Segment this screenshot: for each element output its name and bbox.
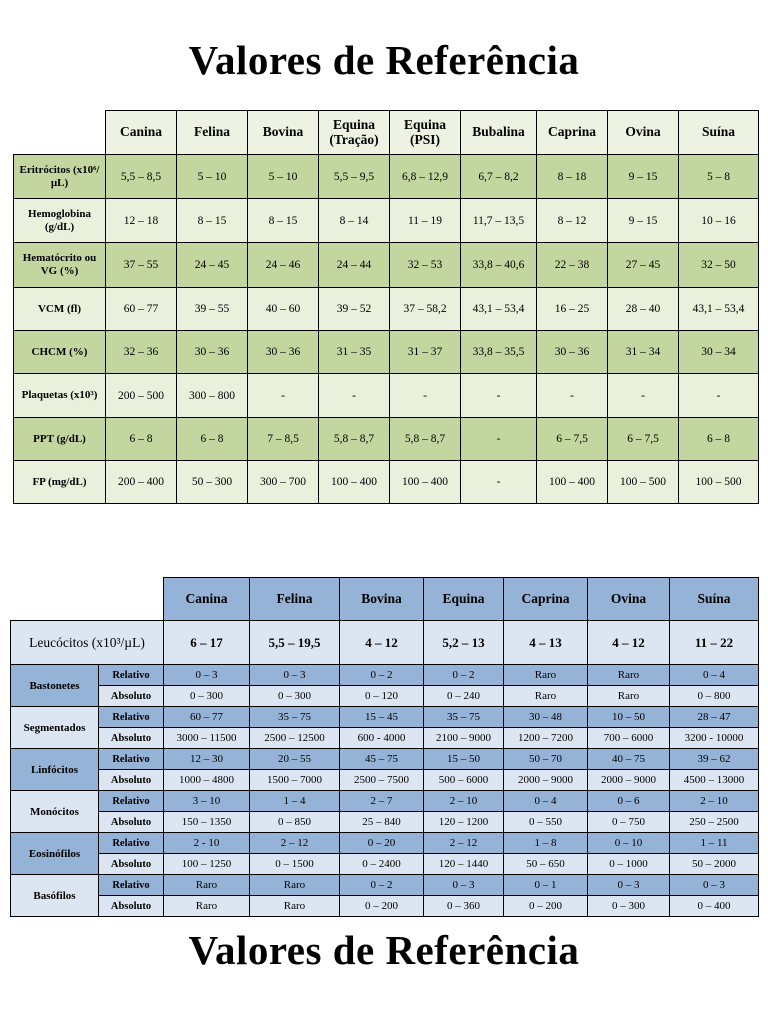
table-cell: 5,5 – 19,5: [250, 621, 340, 665]
table-cell: 24 – 44: [319, 243, 390, 288]
table-cell: 45 – 75: [340, 749, 424, 770]
table-cell: 250 – 2500: [670, 812, 759, 833]
table-cell: 100 – 400: [319, 461, 390, 504]
table-cell: 35 – 75: [250, 707, 340, 728]
table-cell: 2000 – 9000: [504, 770, 588, 791]
table-cell: 5 – 8: [679, 155, 759, 199]
table-cell: 6 – 8: [106, 418, 177, 461]
table-cell: 24 – 45: [177, 243, 248, 288]
table-cell: 0 – 120: [340, 686, 424, 707]
group-label: Linfócitos: [11, 749, 99, 791]
table-cell: 2 – 12: [424, 833, 504, 854]
table-cell: 0 – 800: [670, 686, 759, 707]
table-cell: 10 – 50: [588, 707, 670, 728]
table-cell: 1000 – 4800: [164, 770, 250, 791]
table-cell: 25 – 840: [340, 812, 424, 833]
table-cell: 8 – 18: [537, 155, 608, 199]
table-cell: 31 – 37: [390, 331, 461, 374]
table-cell: 0 – 550: [504, 812, 588, 833]
table-cell: 0 – 2: [340, 875, 424, 896]
table-cell: 0 – 300: [250, 686, 340, 707]
table-cell: 60 – 77: [164, 707, 250, 728]
table-cell: 4500 – 13000: [670, 770, 759, 791]
table-cell: 300 – 700: [248, 461, 319, 504]
column-header: Suína: [679, 111, 759, 155]
table-cell: 7 – 8,5: [248, 418, 319, 461]
table-cell: 0 – 3: [670, 875, 759, 896]
group-label: Basófilos: [11, 875, 99, 917]
table-cell: 3000 – 11500: [164, 728, 250, 749]
table-cell: 40 – 75: [588, 749, 670, 770]
table-cell: 5,8 – 8,7: [390, 418, 461, 461]
group-label: Eosinófilos: [11, 833, 99, 875]
table-row: [11, 791, 759, 812]
table-cell: 9 – 15: [608, 199, 679, 243]
row-label: CHCM (%): [14, 331, 106, 374]
table-row: [14, 243, 759, 288]
table-cell: 0 – 1: [504, 875, 588, 896]
table-cell: 5 – 10: [248, 155, 319, 199]
table-cell: 0 – 360: [424, 896, 504, 917]
table-cell: 50 – 2000: [670, 854, 759, 875]
column-header: Equina (Tração): [319, 111, 390, 155]
table-cell: 200 – 400: [106, 461, 177, 504]
row-label: Eritrócitos (x10⁶/µL): [14, 155, 106, 199]
table-cell: 6 – 8: [177, 418, 248, 461]
table-cell: 0 – 10: [588, 833, 670, 854]
table-row: [14, 331, 759, 374]
sub-label-relativo: Relativo: [99, 875, 164, 896]
table-cell: 0 – 3: [164, 665, 250, 686]
table-cell: 6 – 7,5: [537, 418, 608, 461]
table-cell: 500 – 6000: [424, 770, 504, 791]
table-row: [11, 749, 759, 770]
table-cell: 1200 – 7200: [504, 728, 588, 749]
table-cell: 0 – 200: [340, 896, 424, 917]
row-label: Plaquetas (x10³): [14, 374, 106, 418]
table-cell: 2 – 12: [250, 833, 340, 854]
table-cell: 2 – 10: [670, 791, 759, 812]
table-cell: 9 – 15: [608, 155, 679, 199]
column-header: Ovina: [608, 111, 679, 155]
table-row: [11, 728, 759, 749]
table-cell: 0 – 4: [504, 791, 588, 812]
table-cell: Raro: [588, 686, 670, 707]
column-header: Suína: [670, 578, 759, 621]
column-header: Bovina: [248, 111, 319, 155]
table-cell: 100 – 1250: [164, 854, 250, 875]
table-cell: 0 – 4: [670, 665, 759, 686]
table-cell: 28 – 40: [608, 288, 679, 331]
group-label: Monócitos: [11, 791, 99, 833]
table-cell: -: [679, 374, 759, 418]
table-cell: 8 – 15: [248, 199, 319, 243]
table-header-row: [11, 578, 759, 621]
sub-label-relativo: Relativo: [99, 749, 164, 770]
table-corner: [11, 578, 164, 621]
table-cell: 0 – 20: [340, 833, 424, 854]
page-title-bottom: Valores de Referência: [188, 927, 580, 973]
table-cell: 50 – 300: [177, 461, 248, 504]
table-cell: 600 - 4000: [340, 728, 424, 749]
table-row: [11, 896, 759, 917]
table-cell: 0 – 1000: [588, 854, 670, 875]
table-cell: 0 – 2: [340, 665, 424, 686]
table-cell: 100 – 500: [679, 461, 759, 504]
sub-label-relativo: Relativo: [99, 791, 164, 812]
table-row: [11, 854, 759, 875]
table-cell: 200 – 500: [106, 374, 177, 418]
table-cell: 6,7 – 8,2: [461, 155, 537, 199]
table-cell: 6 – 17: [164, 621, 250, 665]
table-cell: 30 – 36: [537, 331, 608, 374]
table-cell: 6 – 8: [679, 418, 759, 461]
table-cell: 20 – 55: [250, 749, 340, 770]
table-cell: 15 – 50: [424, 749, 504, 770]
table-cell: 3200 - 10000: [670, 728, 759, 749]
sub-label-absoluto: Absoluto: [99, 896, 164, 917]
table-cell: 0 – 240: [424, 686, 504, 707]
hemogram-reference-table: [13, 110, 759, 504]
table-row: [14, 155, 759, 199]
table-cell: 3 – 10: [164, 791, 250, 812]
column-header: Equina (PSI): [390, 111, 461, 155]
table-cell: -: [608, 374, 679, 418]
table-row: [11, 707, 759, 728]
row-label: Hemoglobina (g/dL): [14, 199, 106, 243]
table-cell: 24 – 46: [248, 243, 319, 288]
table-cell: Raro: [504, 665, 588, 686]
table-cell: 0 – 200: [504, 896, 588, 917]
table-row: [11, 812, 759, 833]
table-cell: 6 – 7,5: [608, 418, 679, 461]
column-header: Caprina: [504, 578, 588, 621]
table-cell: 11 – 19: [390, 199, 461, 243]
table-cell: 0 – 300: [588, 896, 670, 917]
column-header: Ovina: [588, 578, 670, 621]
table-cell: 2500 – 12500: [250, 728, 340, 749]
table-cell: 40 – 60: [248, 288, 319, 331]
table-cell: 100 – 400: [537, 461, 608, 504]
table-cell: 43,1 – 53,4: [679, 288, 759, 331]
table-cell: 28 – 47: [670, 707, 759, 728]
table-cell: 32 – 36: [106, 331, 177, 374]
table-cell: 11 – 22: [670, 621, 759, 665]
table-row: [14, 374, 759, 418]
table-cell: 0 – 750: [588, 812, 670, 833]
column-header: Caprina: [537, 111, 608, 155]
table-cell: 5,8 – 8,7: [319, 418, 390, 461]
table-cell: 150 – 1350: [164, 812, 250, 833]
table-cell: 12 – 18: [106, 199, 177, 243]
sub-label-absoluto: Absoluto: [99, 812, 164, 833]
table-cell: 30 – 48: [504, 707, 588, 728]
table-row: [14, 418, 759, 461]
table-cell: 32 – 50: [679, 243, 759, 288]
table-cell: 700 – 6000: [588, 728, 670, 749]
page-title: Valores de Referência: [188, 37, 580, 83]
row-label: Leucócitos (x10³/µL): [11, 621, 164, 665]
table-cell: -: [461, 461, 537, 504]
table-cell: 100 – 400: [390, 461, 461, 504]
table-cell: 32 – 53: [390, 243, 461, 288]
table-cell: 50 – 650: [504, 854, 588, 875]
table-cell: -: [537, 374, 608, 418]
table-cell: 0 – 2400: [340, 854, 424, 875]
table-corner: [14, 111, 106, 155]
table-cell: 4 – 13: [504, 621, 588, 665]
table-row: [14, 199, 759, 243]
sub-label-absoluto: Absoluto: [99, 770, 164, 791]
table-cell: 120 – 1200: [424, 812, 504, 833]
table-cell: 30 – 36: [248, 331, 319, 374]
table-cell: 2000 – 9000: [588, 770, 670, 791]
sub-label-absoluto: Absoluto: [99, 728, 164, 749]
table-cell: 0 – 3: [250, 665, 340, 686]
table-cell: -: [248, 374, 319, 418]
table-cell: Raro: [164, 896, 250, 917]
table-cell: 10 – 16: [679, 199, 759, 243]
table-cell: 0 – 400: [670, 896, 759, 917]
table-cell: 5,5 – 9,5: [319, 155, 390, 199]
sub-label-relativo: Relativo: [99, 707, 164, 728]
table-cell: 37 – 58,2: [390, 288, 461, 331]
table-cell: 0 – 1500: [250, 854, 340, 875]
table-cell: 39 – 55: [177, 288, 248, 331]
row-label: PPT (g/dL): [14, 418, 106, 461]
table-cell: 8 – 14: [319, 199, 390, 243]
table-header-row: [14, 111, 759, 155]
table-row: [11, 875, 759, 896]
column-header: Bubalina: [461, 111, 537, 155]
table-cell: 6,8 – 12,9: [390, 155, 461, 199]
table-cell: 300 – 800: [177, 374, 248, 418]
table-cell: 2 - 10: [164, 833, 250, 854]
table-cell: 0 – 3: [424, 875, 504, 896]
table-cell: 30 – 34: [679, 331, 759, 374]
row-label: VCM (fl): [14, 288, 106, 331]
sub-label-absoluto: Absoluto: [99, 686, 164, 707]
column-header: Canina: [106, 111, 177, 155]
table-cell: 0 – 3: [588, 875, 670, 896]
table-cell: 0 – 850: [250, 812, 340, 833]
table-cell: 33,8 – 35,5: [461, 331, 537, 374]
table-cell: -: [319, 374, 390, 418]
column-header: Canina: [164, 578, 250, 621]
table-row: [11, 686, 759, 707]
table-cell: 100 – 500: [608, 461, 679, 504]
table-cell: 1 – 11: [670, 833, 759, 854]
table-cell: 0 – 6: [588, 791, 670, 812]
table-cell: 27 – 45: [608, 243, 679, 288]
leucocitos-row: [11, 621, 759, 665]
table-cell: 43,1 – 53,4: [461, 288, 537, 331]
row-label: Hematócrito ou VG (%): [14, 243, 106, 288]
table-cell: 2 – 10: [424, 791, 504, 812]
table-cell: 33,8 – 40,6: [461, 243, 537, 288]
table-cell: 15 – 45: [340, 707, 424, 728]
table-cell: 39 – 52: [319, 288, 390, 331]
table-cell: 0 – 300: [164, 686, 250, 707]
table-cell: 22 – 38: [537, 243, 608, 288]
table-cell: 1 – 8: [504, 833, 588, 854]
sub-label-relativo: Relativo: [99, 665, 164, 686]
table-cell: Raro: [588, 665, 670, 686]
table-cell: 2500 – 7500: [340, 770, 424, 791]
group-label: Bastonetes: [11, 665, 99, 707]
table-cell: 30 – 36: [177, 331, 248, 374]
column-header: Felina: [177, 111, 248, 155]
table-cell: 8 – 15: [177, 199, 248, 243]
table-cell: 2 – 7: [340, 791, 424, 812]
table-cell: 2100 – 9000: [424, 728, 504, 749]
table-cell: Raro: [250, 896, 340, 917]
table-cell: 4 – 12: [588, 621, 670, 665]
column-header: Equina: [424, 578, 504, 621]
table-cell: Raro: [164, 875, 250, 896]
row-label: FP (mg/dL): [14, 461, 106, 504]
table-cell: 35 – 75: [424, 707, 504, 728]
table-cell: 8 – 12: [537, 199, 608, 243]
table-cell: 31 – 35: [319, 331, 390, 374]
group-label: Segmentados: [11, 707, 99, 749]
table-cell: 1500 – 7000: [250, 770, 340, 791]
table-cell: -: [390, 374, 461, 418]
table-row: [11, 833, 759, 854]
table-cell: 0 – 2: [424, 665, 504, 686]
column-header: Felina: [250, 578, 340, 621]
table-cell: 5 – 10: [177, 155, 248, 199]
table-cell: 120 – 1440: [424, 854, 504, 875]
table-cell: 5,2 – 13: [424, 621, 504, 665]
table-cell: 39 – 62: [670, 749, 759, 770]
table-cell: 37 – 55: [106, 243, 177, 288]
table-cell: -: [461, 418, 537, 461]
table-cell: -: [461, 374, 537, 418]
table-cell: 60 – 77: [106, 288, 177, 331]
table-cell: 5,5 – 8,5: [106, 155, 177, 199]
table-cell: Raro: [504, 686, 588, 707]
table-cell: 11,7 – 13,5: [461, 199, 537, 243]
table-row: [14, 461, 759, 504]
table-cell: 4 – 12: [340, 621, 424, 665]
table-cell: 16 – 25: [537, 288, 608, 331]
table-cell: Raro: [250, 875, 340, 896]
table-row: [11, 665, 759, 686]
table-cell: 12 – 30: [164, 749, 250, 770]
column-header: Bovina: [340, 578, 424, 621]
table-cell: 31 – 34: [608, 331, 679, 374]
table-row: [14, 288, 759, 331]
table-cell: 50 – 70: [504, 749, 588, 770]
sub-label-absoluto: Absoluto: [99, 854, 164, 875]
table-cell: 1 – 4: [250, 791, 340, 812]
leukogram-reference-table: [10, 577, 759, 917]
table-row: [11, 770, 759, 791]
sub-label-relativo: Relativo: [99, 833, 164, 854]
